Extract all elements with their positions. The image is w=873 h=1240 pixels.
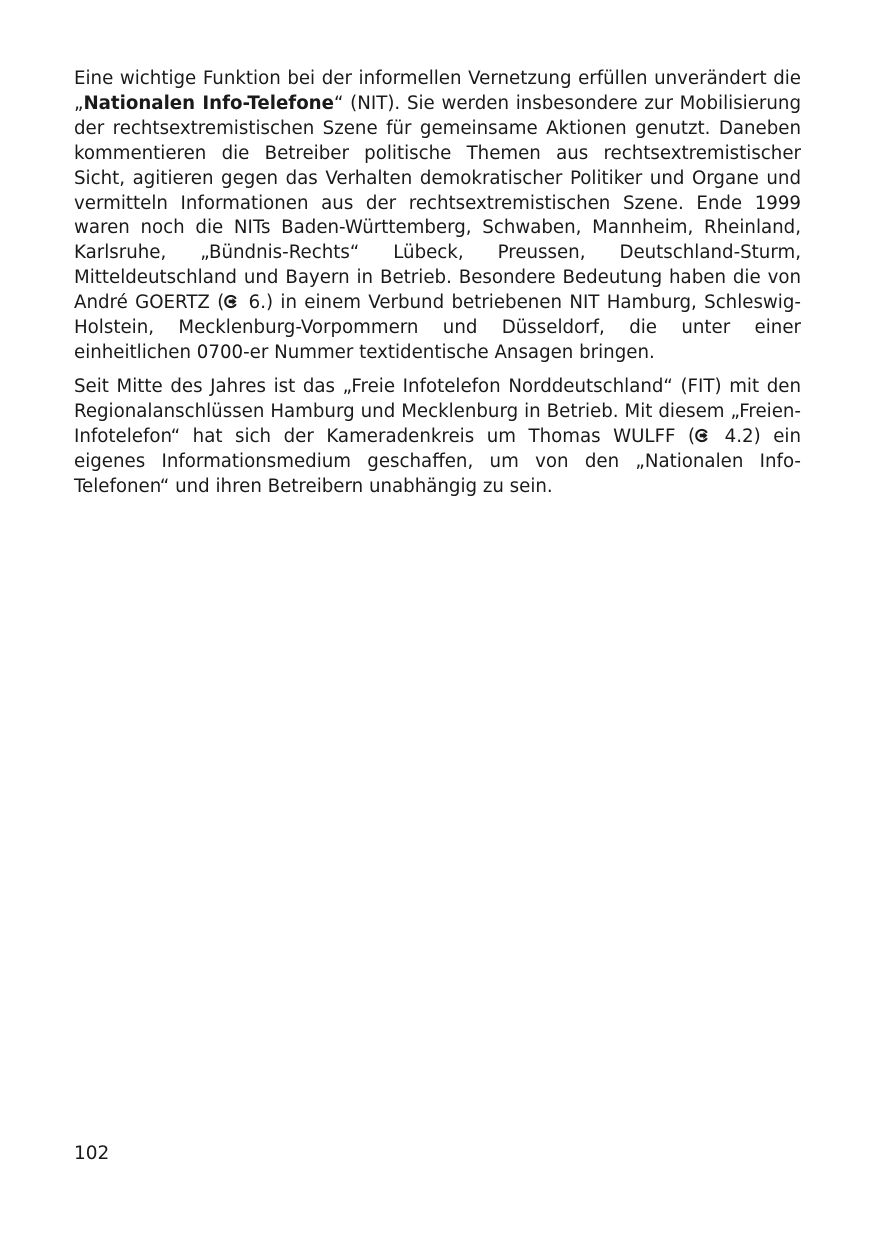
- paragraph-text: Seit Mitte des Jahres ist das „Freie Infotelefon Norddeutschland“ (FIT) mit den Regionalanschlüssen Hamburg und Mecklenburg in Betrieb. Mit diesem „Freien-Infotelefon“ hat sich der Kameradenkreis um Thomas WULFF (: [74, 375, 801, 447]
- paragraph-text: ) ein eigenes Informationsmedium geschaffen, um von den „Nationalen Info-Telefonen“ und ihren Betreibern unabhängig zu sein.: [74, 425, 801, 497]
- arrow-right-circle-icon: [695, 428, 710, 443]
- paragraph-fit: [74, 375, 801, 500]
- cross-reference: 6.: [248, 292, 266, 314]
- paragraph-nit: [74, 67, 801, 366]
- document-body: [74, 67, 801, 499]
- cross-reference: 4.2: [724, 425, 754, 447]
- paragraph-text: Eine wichtige Funktion bei der informellen Vernetzung erfüllen unverändert die „: [74, 68, 801, 114]
- page-number: 102: [74, 1143, 110, 1164]
- arrow-right-circle-icon: [224, 294, 239, 309]
- paragraph-text: “ (NIT). Sie werden insbesondere zur Mobilisierung der rechtsextremistischen Szene für gemeinsame Aktionen genutzt. Daneben kommentieren die Betreiber politische Themen aus rechtsextremistischer Sicht, agitieren gegen das Verhalten demokratischer Politiker und Organe und vermitteln Informationen aus der rechtsextremistischen Szene. Ende 1999 waren noch die NITs Baden-Württemberg, Schwaben, Mannheim, Rheinland, Karlsruhe, „Bündnis-Rechts“ Lübeck, Preussen, Deutschland-Sturm, Mitteldeutschland und Bayern in Betrieb. Besondere Bedeutung haben die von André GOERTZ (: [74, 92, 801, 314]
- bold-term: Nationalen Info-Telefone: [83, 92, 334, 114]
- paragraph-text: ) in einem Verbund betriebenen NIT Hamburg, Schleswig-Holstein, Mecklenburg-Vorpommern und Düsseldorf, die unter einer einheitlichen 0700-er Nummer textidentische Ansagen bringen.: [74, 292, 801, 363]
